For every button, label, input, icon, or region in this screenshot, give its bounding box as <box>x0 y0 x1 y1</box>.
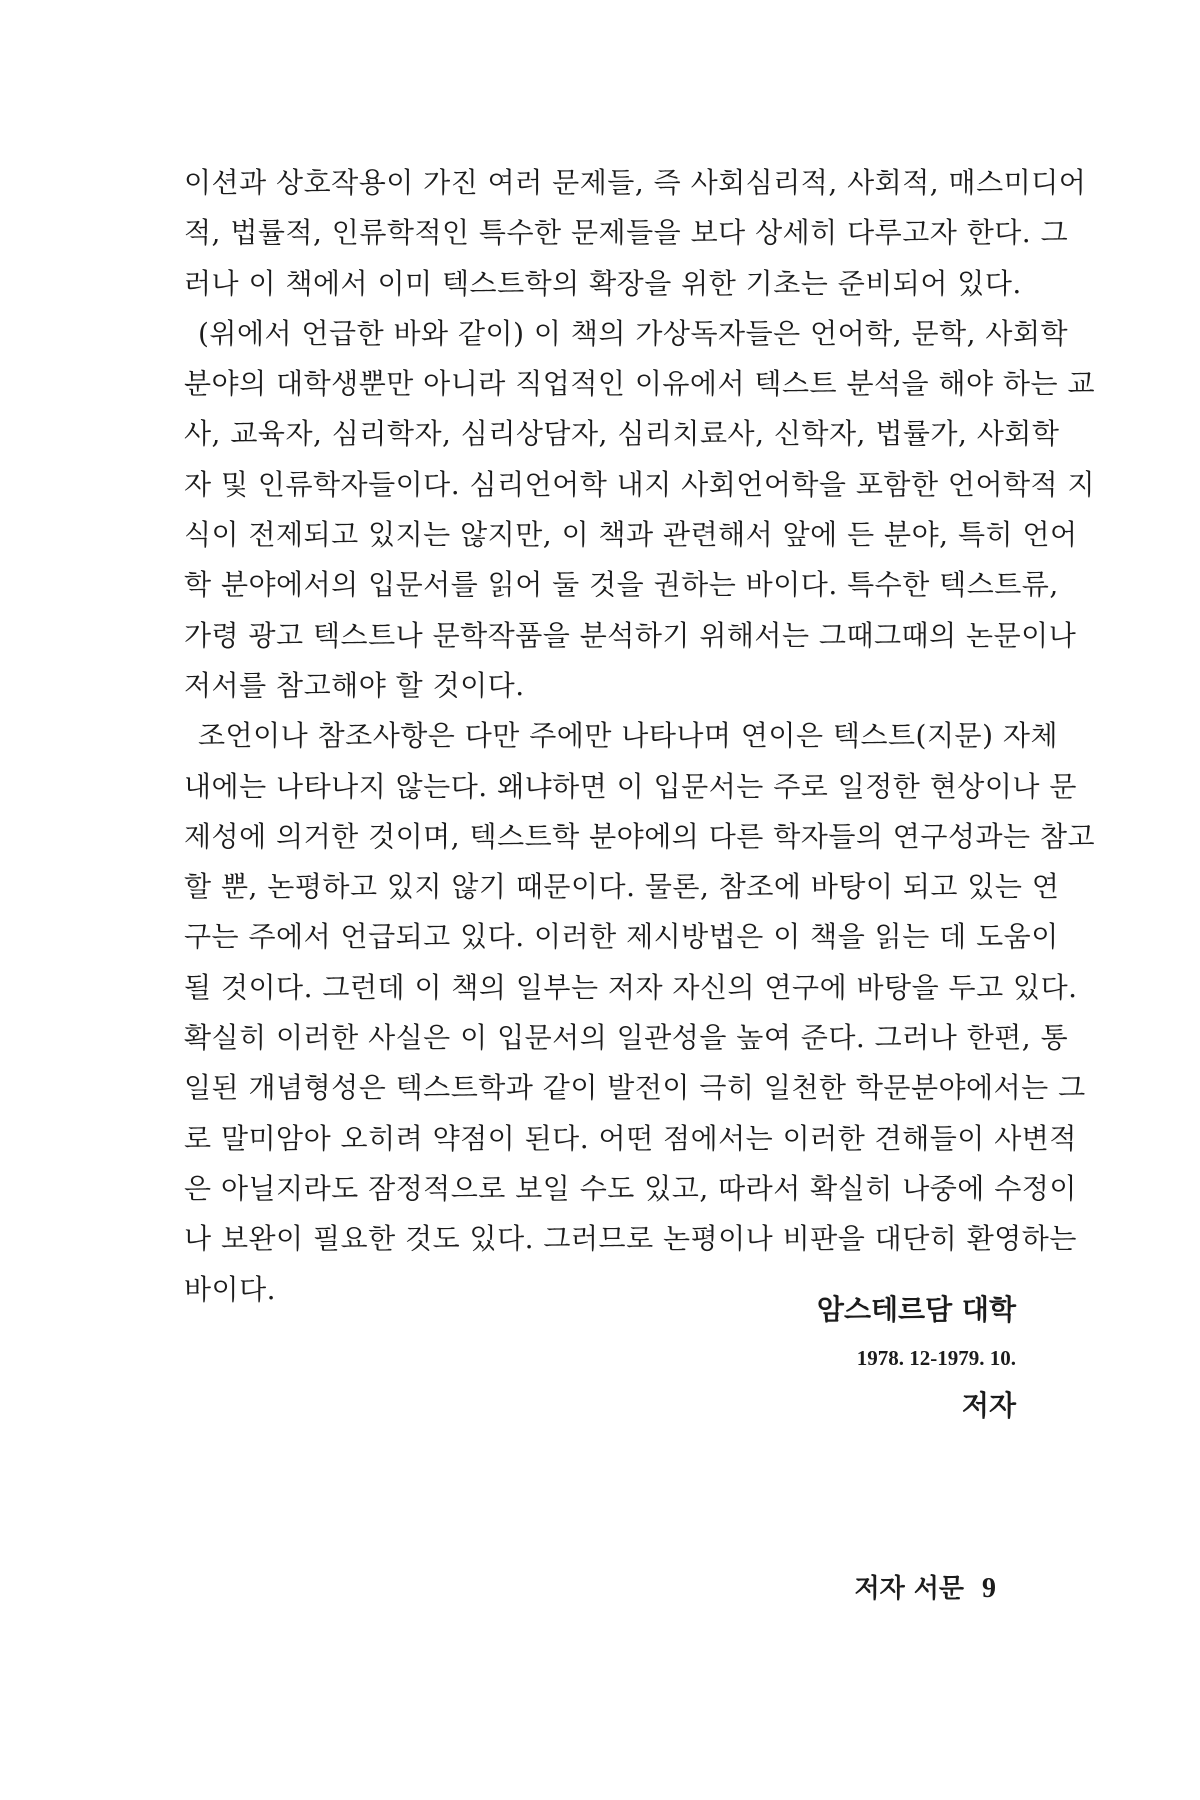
text-line: 확실히 이러한 사실은 이 입문서의 일관성을 높여 준다. 그러나 한편, 통 <box>184 1021 1069 1055</box>
text-line: 구는 주에서 언급되고 있다. 이러한 제시방법은 이 책을 읽는 데 도움이 <box>184 920 1059 954</box>
text-line: 러나 이 책에서 이미 텍스트학의 확장을 위한 기초는 준비되어 있다. <box>184 266 1022 300</box>
text-line: 분야의 대학생뿐만 아니라 직업적인 이유에서 텍스트 분석을 해야 하는 교 <box>184 367 1096 401</box>
signature-dates: 1978. 12-1979. 10. <box>856 1346 1016 1370</box>
text-line: 은 아닐지라도 잠정적으로 보일 수도 있고, 따라서 확실히 나중에 수정이 <box>184 1171 1077 1205</box>
text-line: 나 보완이 필요한 것도 있다. 그러므로 논평이나 비판을 대단히 환영하는 <box>184 1222 1077 1256</box>
page-number: 9 <box>982 1573 996 1604</box>
text-line: 가령 광고 텍스트나 문학작품을 분석하기 위해서는 그때그때의 논문이나 <box>184 618 1077 652</box>
text-line: 일된 개념형성은 텍스트학과 같이 발전이 극히 일천한 학문분야에서는 그 <box>184 1071 1086 1105</box>
text-line: 학 분야에서의 입문서를 읽어 둘 것을 권하는 바이다. 특수한 텍스트류, <box>184 568 1059 602</box>
page-footer <box>854 1568 996 1605</box>
text-line: 사, 교육자, 심리학자, 심리상담자, 심리치료사, 신학자, 법률가, 사회학 <box>184 417 1060 451</box>
footer-section-title: 저자 서문 <box>854 1574 964 1604</box>
text-line: 자 및 인류학자들이다. 심리언어학 내지 사회언어학을 포함한 언어학적 지 <box>184 467 1096 501</box>
signature-block <box>817 1282 1016 1434</box>
text-line: 식이 전제되고 있지는 않지만, 이 책과 관련해서 앞에 든 분야, 특히 언어 <box>184 518 1078 552</box>
text-line: 조언이나 참조사항은 다만 주에만 나타나며 연이은 텍스트(지문) 자체 <box>198 719 1058 753</box>
body-text <box>184 158 1096 1315</box>
text-line: 제성에 의거한 것이며, 텍스트학 분야에의 다른 학자들의 연구성과는 참고 <box>184 819 1096 853</box>
text-line: 이션과 상호작용이 가진 여러 문제들, 즉 사회심리적, 사회적, 매스미디어 <box>184 166 1087 199</box>
text-line: 바이다. <box>184 1272 277 1306</box>
text-line: 내에는 나타나지 않는다. 왜냐하면 이 입문서는 주로 일정한 현상이나 문 <box>184 769 1077 803</box>
text-line: 할 뿐, 논평하고 있지 않기 때문이다. 물론, 참조에 바탕이 되고 있는 연 <box>184 870 1060 904</box>
text-line: 로 말미암아 오히려 약점이 된다. 어떤 점에서는 이러한 견해들이 사변적 <box>184 1121 1077 1155</box>
signature-affiliation: 암스테르담 대학 <box>816 1293 1016 1326</box>
text-line: (위에서 언급한 바와 같이) 이 책의 가상독자들은 언어학, 문학, 사회학 <box>198 316 1069 350</box>
signature-author: 저자 <box>961 1389 1016 1422</box>
text-line: 적, 법률적, 인류학적인 특수한 문제들을 보다 상세히 다루고자 한다. 그 <box>184 216 1069 250</box>
text-line: 될 것이다. 그런데 이 책의 일부는 저자 자신의 연구에 바탕을 두고 있다. <box>184 970 1078 1004</box>
text-line: 저서를 참고해야 할 것이다. <box>184 668 525 702</box>
